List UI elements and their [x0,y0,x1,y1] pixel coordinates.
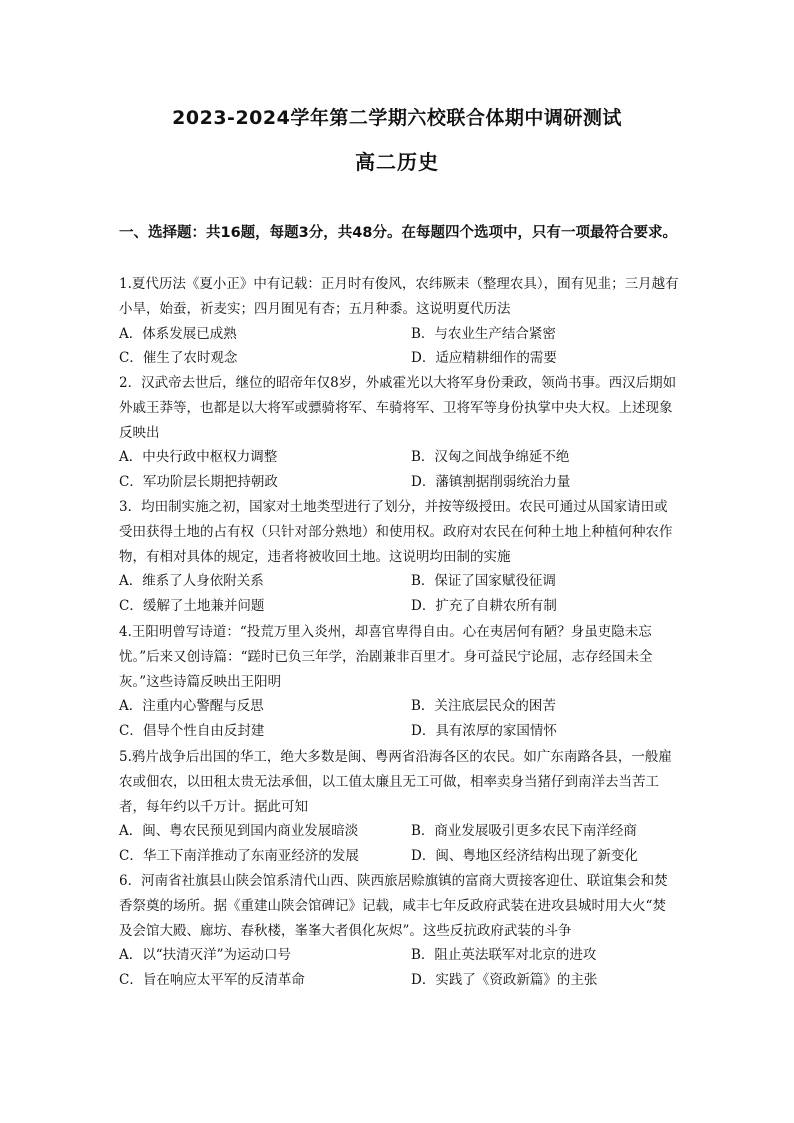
question-stem: 1.夏代历法《夏小正》中有记载：正月时有俊风，农纬厥耒（整理农具），囿有见韭；三月越有小旱，始蚕，祈麦实；四月囿见有杏；五月种黍。这说明夏代历法 [119,276,679,317]
option-b: B．与农业生产结合紧密 [411,325,556,342]
option-a: A．维系了人身依附关系 [119,573,264,590]
option-d: D．藩镇割据削弱统治力量 [411,474,571,491]
option-d: D．具有浓厚的家国情怀 [411,723,557,740]
question-options [119,819,679,869]
option-b: B．关注底层民众的困苦 [411,698,556,715]
option-a: A．以“扶清灭洋”为运动口号 [119,947,292,964]
question-stem: 6．河南省社旗县山陕会馆系清代山西、陕西旅居赊旗镇的富商大贾接客迎仕、联谊集会和焚香祭奠的场所。据《重建山陕会馆碑记》记载，咸丰七年反政府武装在进攻县城时用大火“焚及会馆大殿、廊坊、春秋楼，峯峯大者俱化灰烬”。这些反抗政府武装的斗争 [119,873,668,939]
question-2 [119,371,679,495]
option-c: C．军功阶层长期把持朝政 [119,474,278,491]
question-stem: 5.鸦片战争后出国的华工，绝大多数是闽、粤两省沿海各区的农民。如广东南路各县，一般雇农或佃农，以田租太贵无法承佃，以工值太廉且无工可做，相率卖身当猪仔到南洋去当苦工者，每年约以千万计。据此可知 [119,749,672,815]
question-options [119,943,679,993]
question-options [119,694,679,744]
question-1 [119,272,679,371]
option-b: B．汉匈之间战争绵延不绝 [411,449,570,466]
option-a: A．注重内心警醒与反思 [119,698,264,715]
option-b: B．保证了国家赋役征调 [411,573,556,590]
subject-title: 高二历史 [355,150,439,174]
option-d: D．闽、粤地区经济结构出现了新变化 [411,848,638,865]
section-heading: 一、选择题：共16题，每题3分，共48分。在每题四个选项中，只有一项最符合要求。 [119,225,677,241]
option-a: A．中央行政中枢权力调整 [119,449,278,466]
question-stem: 3．均田制实施之初，国家对土地类型进行了划分，并按等级授田。农民可通过从国家请田或受田获得土地的占有权（只针对部分熟地）和使用权。政府对农民在何种土地上种植何种农作物，有相对具体的规定，违者将被收回土地。这说明均田制的实施 [119,499,673,565]
exam-title: 2023-2024学年第二学期六校联合体期中调研测试 [172,107,622,129]
question-3 [119,495,679,619]
option-d: D．适应精耕细作的需要 [411,350,557,367]
question-5 [119,745,679,869]
question-4 [119,620,679,744]
question-6 [119,869,679,993]
question-stem: 2．汉武帝去世后，继位的昭帝年仅8岁，外戚霍光以大将军身份秉政，领尚书事。西汉后期如外戚王莽等，也都是以大将军或骠骑将军、车骑将军、卫将军等身份执掌中央大权。上述现象反映出 [119,375,677,441]
option-d: D．实践了《资政新篇》的主张 [411,972,598,989]
option-c: C．缓解了土地兼并问题 [119,598,265,615]
option-a: A．闽、粤农民预见到国内商业发展暗淡 [119,823,359,840]
question-stem: 4.王阳明曾写诗道：“投荒万里入炎州，却喜官卑得自由。心在夷居何有陋？身虽吏隐未忘忧。”后来又创诗篇：“蹉时已负三年学，治剧兼非百里才。身可益民宁论屈，志存经国未全灰。”这些诗篇反映出王阳明 [119,624,653,690]
option-c: C．华工下南洋推动了东南亚经济的发展 [119,848,359,865]
question-options [119,569,679,619]
option-c: C．催生了农时观念 [119,350,238,367]
option-a: A．体系发展已成熟 [119,325,237,342]
option-d: D．扩充了自耕农所有制 [411,598,557,615]
option-b: B．阻止英法联军对北京的进攻 [411,947,597,964]
option-b: B．商业发展吸引更多农民下南洋经商 [411,823,637,840]
option-c: C．倡导个性自由反封建 [119,723,265,740]
option-c: C．旨在响应太平军的反清革命 [119,972,305,989]
question-options [119,445,679,495]
question-options [119,322,679,372]
